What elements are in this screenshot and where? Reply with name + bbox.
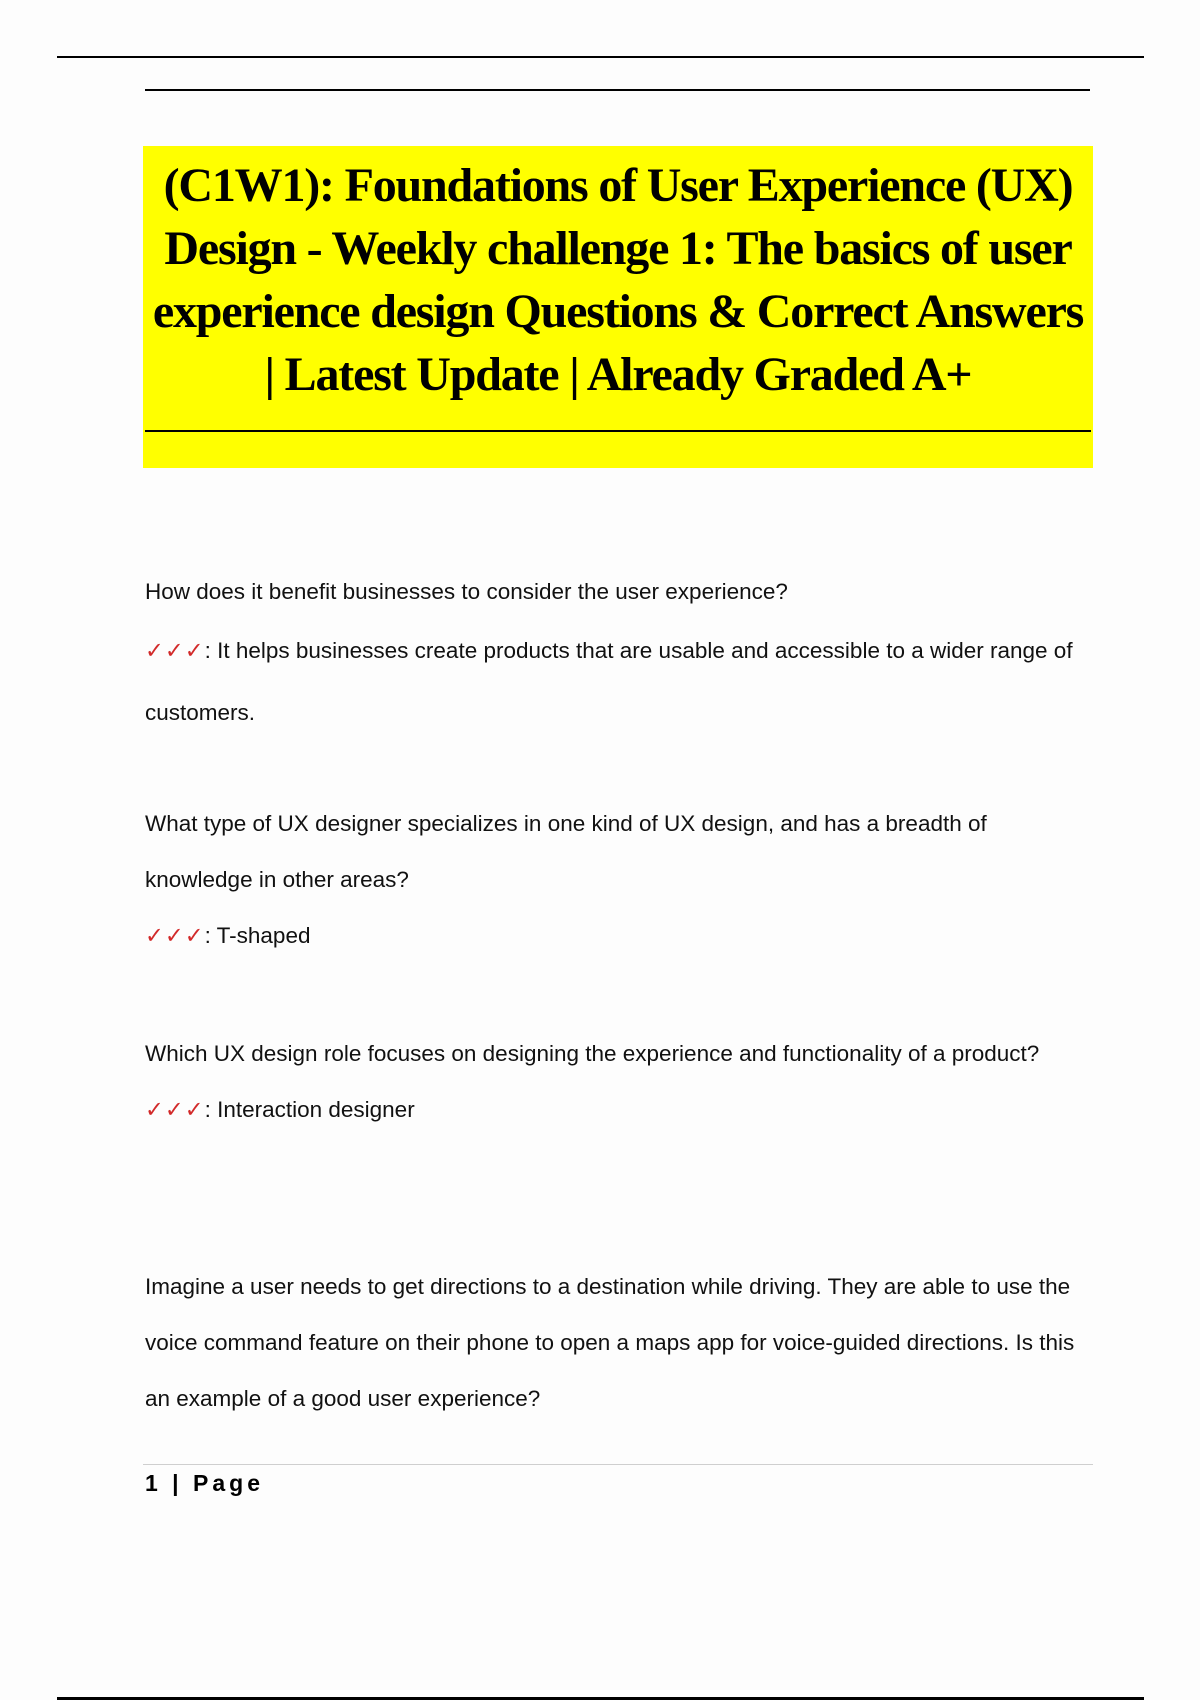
document-title: (C1W1): Foundations of User Experience (UX) Design - Weekly challenge 1: The basics of user experience design Questions & Correct Answers | Latest Update | Already Graded A+ (152, 159, 1084, 401)
qa-item-3 (145, 1026, 1085, 1138)
checkmark-icon: ✓✓✓ (145, 638, 205, 663)
answer-3-text: : Interaction designer (204, 1097, 415, 1122)
footer-rule (143, 1464, 1093, 1465)
top-inner-rule (145, 89, 1090, 91)
title-banner (143, 146, 1093, 468)
checkmark-icon: ✓✓✓ (145, 1097, 205, 1122)
checkmark-icon: ✓✓✓ (145, 923, 205, 948)
title-underline-rule (145, 430, 1091, 432)
answer-2-text: : T-shaped (204, 923, 311, 948)
question-2: What type of UX designer specializes in one kind of UX design, and has a breadth of knowledge in other areas? (145, 811, 987, 892)
qa-item-2 (145, 796, 1085, 964)
answer-2 (145, 908, 1085, 964)
answer-3 (145, 1082, 1085, 1138)
qa-item-4 (145, 1259, 1085, 1427)
question-4: Imagine a user needs to get directions to a destination while driving. They are able to use the voice command feature on their phone to open a maps app for voice-guided directions. Is this an example of a good user experience? (145, 1274, 1075, 1411)
page-number: 1 | Page (145, 1470, 264, 1496)
qa-item-1 (145, 564, 1085, 744)
question-1: How does it benefit businesses to consider the user experience? (145, 579, 788, 604)
answer-1 (145, 620, 1085, 744)
answer-1-text: : It helps businesses create products that are usable and accessible to a wider range of customers. (145, 638, 1073, 725)
top-outer-rule (57, 56, 1144, 58)
question-3: Which UX design role focuses on designing the experience and functionality of a product? (145, 1041, 1040, 1066)
